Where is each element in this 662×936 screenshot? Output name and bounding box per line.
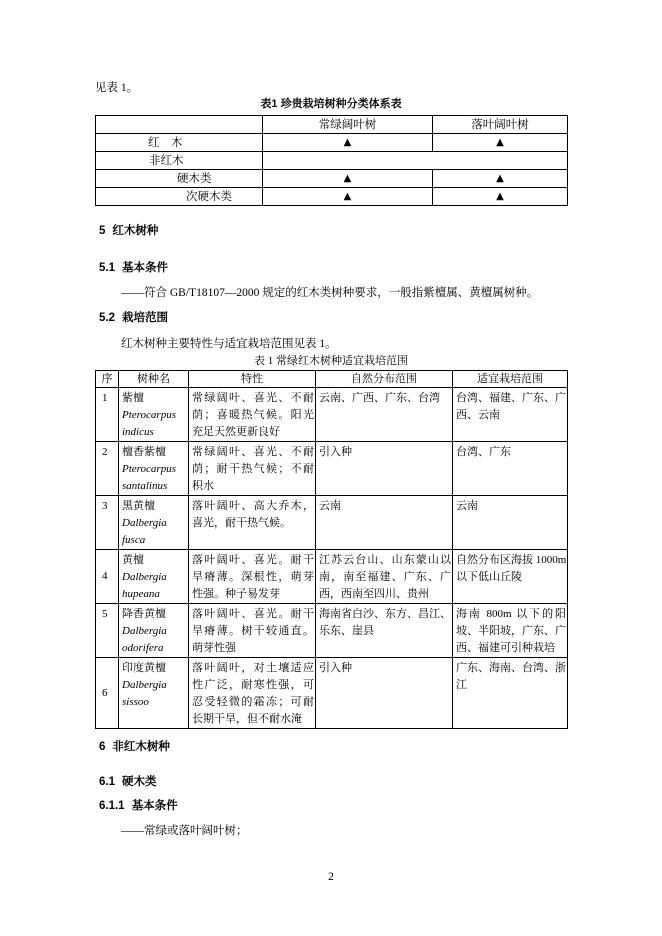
table-row [96,550,568,604]
traits-cell [189,658,316,729]
traits-cell-line: 落叶阔叶，对土壤适应 [192,662,314,674]
species-name-cell [119,442,189,496]
section-number: 6.1.1 [99,800,125,812]
species-epithet: odorifera [122,642,164,654]
table-row [96,170,568,188]
native-range-cell [316,604,453,658]
section-number: 6.1 [99,776,115,788]
species-chinese-name: 印度黄檀 [122,662,166,674]
native-range-cell-line: 云南、广西、广东、台湾 [319,392,440,404]
traits-cell-line: 落叶阔叶、喜光。耐干 [192,554,314,566]
header-traits: 特性 [189,371,316,388]
table-row [96,442,568,496]
native-range-cell-line: 乐东、崖县 [319,625,374,637]
section-title: 基本条件 [122,262,168,274]
merged-empty-cell [263,152,568,170]
table-row [96,604,568,658]
table-row [96,496,568,550]
traits-cell-line: 旱瘠薄。深根性，萌芽 [192,571,314,583]
traits-cell-line: 常绿阔叶、喜光、不耐 [192,392,314,404]
native-range-cell-line: 云南 [319,500,341,512]
row-number-cell [96,496,119,550]
species-epithet: santalinus [122,480,168,492]
native-range-cell [316,550,453,604]
suitable-range-cell-line: 坡、半阳坡，广东、广 [456,625,566,637]
native-range-cell-line: 海南省白沙、东方、昌江、 [319,608,451,620]
paragraph-5-2: 红木树种主要特性与适宜栽培范围见表 1。 [121,338,337,350]
paragraph-6-1-1: ——常绿或落叶阔叶树； [121,825,248,837]
row-number-cell [96,388,119,442]
suitable-range-cell [453,604,568,658]
native-range-cell-line: 引入种 [319,446,352,458]
row-number-cell [96,442,119,496]
row-number: 6 [102,686,108,699]
traits-cell [189,496,316,550]
section-heading-5 [99,224,158,238]
species-genus: Dalbergia [122,625,167,637]
table-row [96,188,568,206]
native-range-cell-line: 南，南至福建、广东、广 [319,571,451,583]
traits-cell-line: 积水 [192,480,214,492]
suitable-range-cell [453,496,568,550]
table-row [96,152,568,170]
header-deciduous: 落叶阔叶树 [433,116,568,134]
row-number: 4 [102,570,108,582]
page-number: 2 [328,871,334,883]
section-heading-5-2 [99,311,168,325]
suitable-range-cell-line: 江 [456,679,467,691]
species-chinese-name: 紫檀 [122,392,144,404]
header-no: 序 [96,371,119,388]
suitable-range-cell [453,388,568,442]
section-heading-6 [99,740,170,754]
triangle-mark-icon: ▲ [263,170,433,188]
native-range-cell [316,658,453,729]
suitable-range-cell-line: 云南 [456,500,478,512]
species-epithet: sissoo [122,696,149,708]
section-heading-5-1 [99,261,168,275]
section-title: 非红木树种 [112,741,170,753]
paragraph-5-1: ——符合 GB/T18107—2000 规定的红木类树种要求，一般指紫檀属、黄檀属树种。 [121,287,539,299]
traits-cell-line: 常绿阔叶、喜光、不耐 [192,446,314,458]
species-genus: Dalbergia [122,679,167,691]
species-name-cell [119,496,189,550]
row-label-hongmu: 红 木 [96,134,263,152]
species-genus: Dalbergia [122,517,167,529]
suitable-range-cell-line: 广东、海南、台湾、浙 [456,662,566,674]
row-number-cell [96,658,119,729]
triangle-mark-icon: ▲ [263,188,433,206]
section-title: 硬木类 [122,776,157,788]
species-name-cell [119,388,189,442]
header-native-range: 自然分布范围 [316,371,453,388]
species-epithet: hupeana [122,588,160,600]
traits-cell-line: 忍受轻微的霜冻；可耐 [192,696,314,708]
traits-cell [189,604,316,658]
table-body [96,388,568,729]
header-species-name: 树种名 [119,371,189,388]
native-range-cell-line: 引入种 [319,662,352,674]
section-title: 基本条件 [131,800,178,812]
traits-cell-line: 落叶阔叶、高大乔木， [192,500,314,512]
species-chinese-name: 黑黄檀 [122,500,155,512]
species-range-table [95,370,568,729]
species-genus: Dalbergia [122,571,167,583]
traits-cell-line: 性强。种子易发芽 [192,588,280,600]
table-row [96,134,568,152]
row-number: 5 [102,608,108,620]
traits-cell [189,388,316,442]
table-header-row [96,371,568,388]
classification-table [95,115,568,206]
table-row [96,388,568,442]
species-genus: Pterocarpus [122,463,176,475]
triangle-mark-icon: ▲ [433,188,568,206]
traits-cell-line: 性广泛，耐寒性强，可 [192,679,314,691]
native-range-cell-line: 西，西南至四川、贵州 [319,588,429,600]
traits-cell-line: 落叶阔叶、喜光。耐干 [192,608,314,620]
section-title: 栽培范围 [122,312,168,324]
suitable-range-cell-line: 西、福建可引种栽培 [456,642,555,654]
suitable-range-cell [453,442,568,496]
row-label-sub-hardwood: 次硬木类 [96,188,263,206]
header-blank-cell [96,116,263,134]
triangle-mark-icon: ▲ [433,170,568,188]
traits-cell-line: 旱瘠薄。树干较通直。 [192,625,314,637]
species-chinese-name: 黄檀 [122,554,144,566]
row-number-cell [96,604,119,658]
traits-cell-line: 荫；喜暖热气候。阳光 [192,409,314,421]
traits-cell-line: 充足天然更新良好 [192,426,280,438]
suitable-range-cell-line: 自然分布区海拔 1000m [456,554,567,566]
species-chinese-name: 降香黄檀 [122,608,166,620]
species-name-cell [119,550,189,604]
suitable-range-cell-line: 台湾、福建、广东、广 [456,392,566,404]
suitable-range-cell-line: 以下低山丘陵 [456,571,522,583]
species-epithet: fusca [122,534,146,546]
species-epithet: indicus [122,426,154,438]
triangle-mark-icon: ▲ [433,134,568,152]
section-heading-6-1 [99,775,157,789]
triangle-mark-icon: ▲ [263,134,433,152]
suitable-range-cell-line: 台湾、广东 [456,446,511,458]
traits-cell [189,442,316,496]
traits-cell-line: 萌芽性强 [192,642,236,654]
section-number: 6 [99,741,106,753]
traits-cell [189,550,316,604]
intro-text: 见表 1。 [95,82,139,94]
species-genus: Pterocarpus [122,409,176,421]
section-number: 5.2 [99,312,115,324]
suitable-range-cell-line: 海南 800m 以下的阳 [456,608,566,620]
row-number: 2 [102,446,108,458]
table2-caption: 表 1 常绿红木树种适宜栽培范围 [254,355,408,367]
native-range-cell [316,388,453,442]
suitable-range-cell [453,550,568,604]
row-number: 1 [102,392,108,404]
section-title: 红木树种 [112,225,159,237]
header-suitable-range: 适宜栽培范围 [453,371,568,388]
table-header-row [96,116,568,134]
section-number: 5 [99,225,106,237]
row-number-cell [96,550,119,604]
header-evergreen: 常绿阔叶树 [263,116,433,134]
row-label-non-hongmu: 非红木 [96,152,263,170]
traits-cell-line: 长期干旱，但不耐水淹 [192,713,302,725]
row-number: 3 [102,500,108,512]
species-name-cell [119,658,189,729]
traits-cell-line: 喜光，耐干热气候。 [192,517,291,529]
species-chinese-name: 檀香紫檀 [122,446,166,458]
native-range-cell [316,442,453,496]
table-row [96,658,568,729]
row-label-hardwood: 硬木类 [96,170,263,188]
section-heading-6-1-1 [99,799,178,813]
native-range-cell [316,496,453,550]
suitable-range-cell-line: 西、云南 [456,409,500,421]
section-number: 5.1 [99,262,115,274]
table1-caption: 表1 珍贵栽培树种分类体系表 [260,98,402,110]
species-name-cell [119,604,189,658]
suitable-range-cell [453,658,568,729]
native-range-cell-line: 江苏云台山、山东蒙山以 [319,554,451,566]
traits-cell-line: 荫；耐干热气候；不耐 [192,463,314,475]
